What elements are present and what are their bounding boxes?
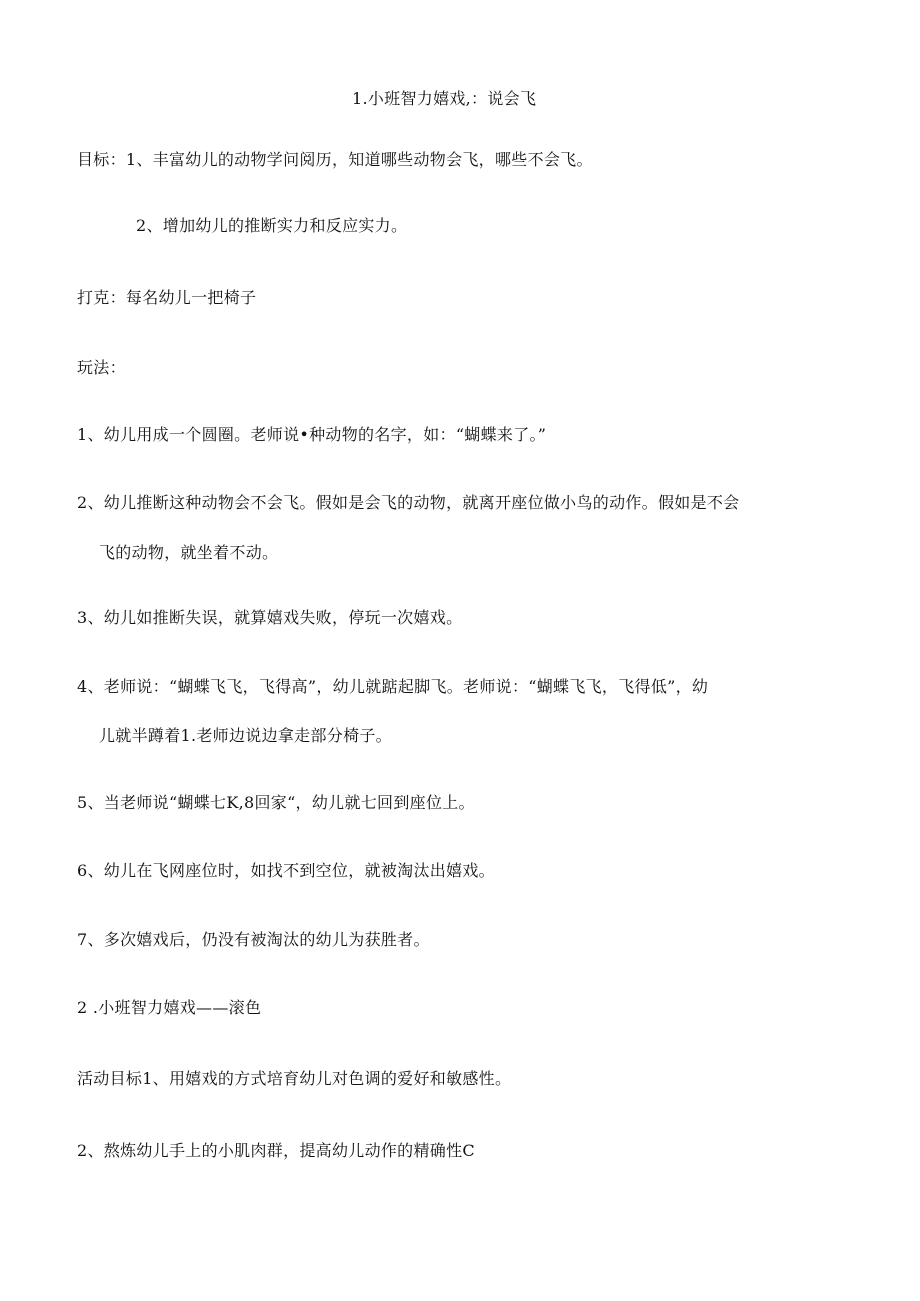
game1-props: 打克：每名幼儿一把椅子: [77, 288, 257, 307]
game1-rule-2-line-2: 飞的动物，就坐着不动。: [99, 543, 279, 562]
game1-title: 1.小班智力嬉戏,：说会飞: [352, 89, 537, 108]
game1-rule-1: 1、幼儿用成一个圆圈。老师说•种动物的名字，如：“蝴蝶来了。”: [77, 425, 547, 444]
game1-play-heading: 玩法：: [77, 358, 126, 377]
game1-rule-5: 5、当老师说“蝴蝶七K,8回家“，幼儿就七回到座位上。: [77, 793, 475, 812]
game2-title: 2 .小班智力嬉戏——滚色: [77, 998, 262, 1017]
game2-goal-line-1: 活动目标1、用嬉戏的方式培育幼儿对色调的爱好和敏感性。: [77, 1069, 512, 1088]
game1-rule-4-line-1: 4、老师说：“蝴蝶飞飞，飞得高”，幼儿就踮起脚飞。老师说：“蝴蝶飞飞，飞得低”，幼: [77, 677, 709, 696]
game1-rule-2-line-1: 2、幼儿推断这种动物会不会飞。假如是会飞的动物，就离开座位做小鸟的动作。假如是不会: [77, 493, 740, 512]
game1-rule-7: 7、多次嬉戏后，仍没有被淘汰的幼儿为获胜者。: [77, 930, 430, 949]
game1-goal-line-1: 目标：1、丰富幼儿的动物学问阅历，知道哪些动物会飞，哪些不会飞。: [77, 150, 593, 169]
game1-rule-6: 6、幼儿在飞网座位时，如找不到空位，就被淘汰出嬉戏。: [77, 861, 495, 880]
game1-goal-line-2: 2、增加幼儿的推断实力和反应实力。: [136, 216, 408, 235]
game1-rule-4-line-2: 儿就半蹲着1.老师边说边拿走部分椅子。: [99, 726, 392, 745]
game1-rule-3: 3、幼儿如推断失误，就算嬉戏失败，停玩一次嬉戏。: [77, 608, 463, 627]
game2-goal-line-2: 2、熬炼幼儿手上的小肌肉群，提高幼儿动作的精确性C: [77, 1141, 475, 1160]
